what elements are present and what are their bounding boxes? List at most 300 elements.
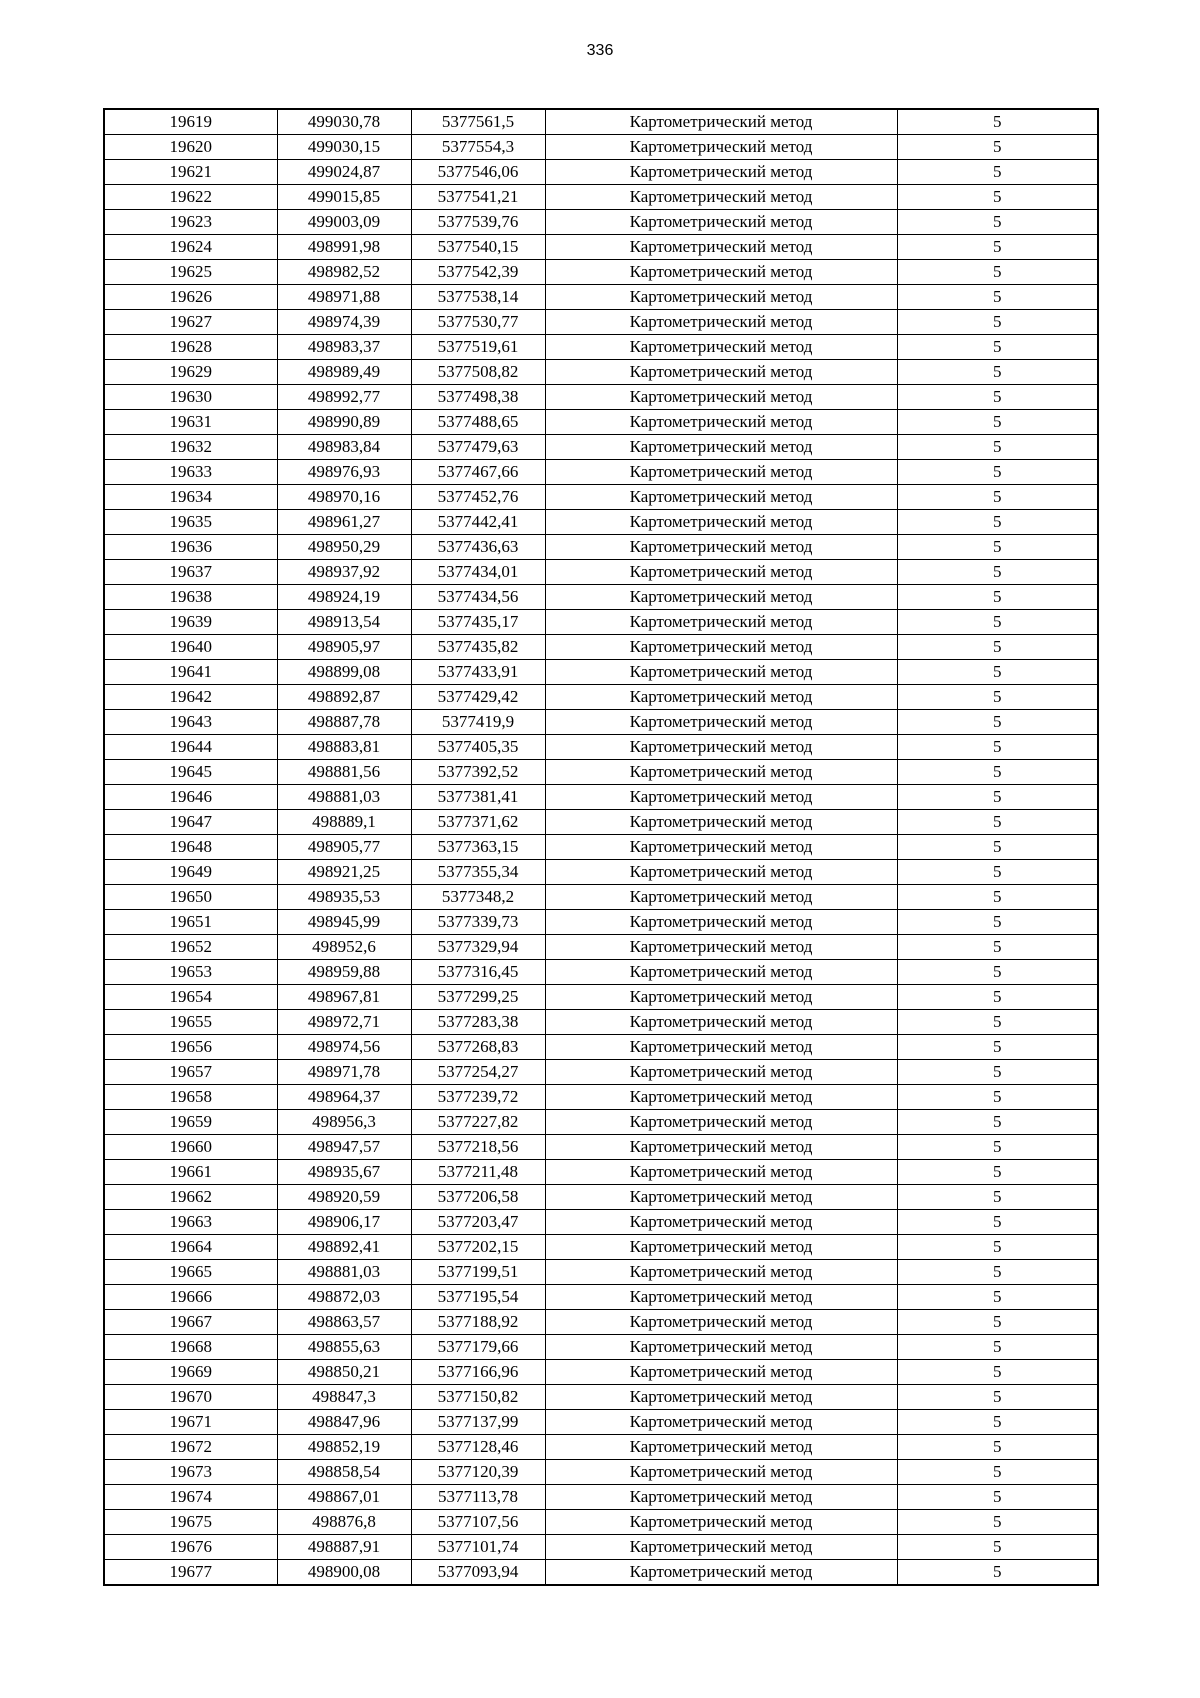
accuracy-cell: 5 [897, 360, 1098, 385]
x-coordinate-cell: 498935,53 [277, 885, 411, 910]
point-number-cell: 19669 [104, 1360, 277, 1385]
point-number-cell: 19677 [104, 1560, 277, 1586]
table-row [104, 1060, 1098, 1085]
table-row [104, 1085, 1098, 1110]
accuracy-cell: 5 [897, 1160, 1098, 1185]
x-coordinate-cell: 498892,87 [277, 685, 411, 710]
y-coordinate-cell: 5377329,94 [411, 935, 545, 960]
y-coordinate-cell: 5377203,47 [411, 1210, 545, 1235]
y-coordinate-cell: 5377434,01 [411, 560, 545, 585]
accuracy-cell: 5 [897, 585, 1098, 610]
x-coordinate-cell: 498989,49 [277, 360, 411, 385]
method-cell: Картометрический метод [545, 410, 897, 435]
method-cell: Картометрический метод [545, 260, 897, 285]
point-number-cell: 19619 [104, 109, 277, 135]
accuracy-cell: 5 [897, 1485, 1098, 1510]
method-cell: Картометрический метод [545, 210, 897, 235]
accuracy-cell: 5 [897, 785, 1098, 810]
table-row [104, 1160, 1098, 1185]
x-coordinate-cell: 498956,3 [277, 1110, 411, 1135]
y-coordinate-cell: 5377268,83 [411, 1035, 545, 1060]
table-row [104, 435, 1098, 460]
accuracy-cell: 5 [897, 385, 1098, 410]
table-row [104, 935, 1098, 960]
y-coordinate-cell: 5377211,48 [411, 1160, 545, 1185]
accuracy-cell: 5 [897, 335, 1098, 360]
accuracy-cell: 5 [897, 510, 1098, 535]
point-number-cell: 19642 [104, 685, 277, 710]
accuracy-cell: 5 [897, 1360, 1098, 1385]
method-cell: Картометрический метод [545, 1060, 897, 1085]
x-coordinate-cell: 498883,81 [277, 735, 411, 760]
accuracy-cell: 5 [897, 710, 1098, 735]
method-cell: Картометрический метод [545, 1235, 897, 1260]
accuracy-cell: 5 [897, 1035, 1098, 1060]
table-row [104, 660, 1098, 685]
point-number-cell: 19622 [104, 185, 277, 210]
accuracy-cell: 5 [897, 1085, 1098, 1110]
x-coordinate-cell: 498983,37 [277, 335, 411, 360]
table-row [104, 610, 1098, 635]
table-row [104, 135, 1098, 160]
accuracy-cell: 5 [897, 960, 1098, 985]
x-coordinate-cell: 498990,89 [277, 410, 411, 435]
y-coordinate-cell: 5377530,77 [411, 310, 545, 335]
y-coordinate-cell: 5377128,46 [411, 1435, 545, 1460]
y-coordinate-cell: 5377542,39 [411, 260, 545, 285]
y-coordinate-cell: 5377381,41 [411, 785, 545, 810]
accuracy-cell: 5 [897, 860, 1098, 885]
method-cell: Картометрический метод [545, 1110, 897, 1135]
point-number-cell: 19668 [104, 1335, 277, 1360]
x-coordinate-cell: 499024,87 [277, 160, 411, 185]
method-cell: Картометрический метод [545, 685, 897, 710]
x-coordinate-cell: 498881,03 [277, 1260, 411, 1285]
point-number-cell: 19631 [104, 410, 277, 435]
method-cell: Картометрический метод [545, 535, 897, 560]
accuracy-cell: 5 [897, 1185, 1098, 1210]
y-coordinate-cell: 5377371,62 [411, 810, 545, 835]
method-cell: Картометрический метод [545, 1335, 897, 1360]
method-cell: Картометрический метод [545, 235, 897, 260]
x-coordinate-cell: 498950,29 [277, 535, 411, 560]
accuracy-cell: 5 [897, 1285, 1098, 1310]
point-number-cell: 19673 [104, 1460, 277, 1485]
y-coordinate-cell: 5377348,2 [411, 885, 545, 910]
point-number-cell: 19640 [104, 635, 277, 660]
method-cell: Картометрический метод [545, 1185, 897, 1210]
table-row [104, 385, 1098, 410]
x-coordinate-cell: 498991,98 [277, 235, 411, 260]
x-coordinate-cell: 498964,37 [277, 1085, 411, 1110]
y-coordinate-cell: 5377239,72 [411, 1085, 545, 1110]
x-coordinate-cell: 498971,78 [277, 1060, 411, 1085]
x-coordinate-cell: 498887,78 [277, 710, 411, 735]
table-row [104, 1460, 1098, 1485]
point-number-cell: 19648 [104, 835, 277, 860]
y-coordinate-cell: 5377107,56 [411, 1510, 545, 1535]
point-number-cell: 19654 [104, 985, 277, 1010]
accuracy-cell: 5 [897, 1435, 1098, 1460]
point-number-cell: 19647 [104, 810, 277, 835]
x-coordinate-cell: 498971,88 [277, 285, 411, 310]
method-cell: Картометрический метод [545, 710, 897, 735]
point-number-cell: 19658 [104, 1085, 277, 1110]
method-cell: Картометрический метод [545, 160, 897, 185]
y-coordinate-cell: 5377561,5 [411, 109, 545, 135]
method-cell: Картометрический метод [545, 135, 897, 160]
accuracy-cell: 5 [897, 735, 1098, 760]
x-coordinate-cell: 498967,81 [277, 985, 411, 1010]
accuracy-cell: 5 [897, 1460, 1098, 1485]
y-coordinate-cell: 5377442,41 [411, 510, 545, 535]
accuracy-cell: 5 [897, 1110, 1098, 1135]
y-coordinate-cell: 5377435,17 [411, 610, 545, 635]
table-row [104, 210, 1098, 235]
y-coordinate-cell: 5377299,25 [411, 985, 545, 1010]
point-number-cell: 19636 [104, 535, 277, 560]
method-cell: Картометрический метод [545, 960, 897, 985]
x-coordinate-cell: 498876,8 [277, 1510, 411, 1535]
y-coordinate-cell: 5377467,66 [411, 460, 545, 485]
y-coordinate-cell: 5377363,15 [411, 835, 545, 860]
table-row [104, 1310, 1098, 1335]
accuracy-cell: 5 [897, 610, 1098, 635]
y-coordinate-cell: 5377436,63 [411, 535, 545, 560]
accuracy-cell: 5 [897, 910, 1098, 935]
point-number-cell: 19671 [104, 1410, 277, 1435]
accuracy-cell: 5 [897, 685, 1098, 710]
y-coordinate-cell: 5377540,15 [411, 235, 545, 260]
x-coordinate-cell: 498905,77 [277, 835, 411, 860]
accuracy-cell: 5 [897, 260, 1098, 285]
point-number-cell: 19620 [104, 135, 277, 160]
x-coordinate-cell: 498945,99 [277, 910, 411, 935]
point-number-cell: 19664 [104, 1235, 277, 1260]
point-number-cell: 19627 [104, 310, 277, 335]
x-coordinate-cell: 498992,77 [277, 385, 411, 410]
method-cell: Картометрический метод [545, 1560, 897, 1586]
point-number-cell: 19650 [104, 885, 277, 910]
accuracy-cell: 5 [897, 160, 1098, 185]
point-number-cell: 19675 [104, 1510, 277, 1535]
y-coordinate-cell: 5377150,82 [411, 1385, 545, 1410]
x-coordinate-cell: 498858,54 [277, 1460, 411, 1485]
y-coordinate-cell: 5377433,91 [411, 660, 545, 685]
method-cell: Картометрический метод [545, 910, 897, 935]
x-coordinate-cell: 498889,1 [277, 810, 411, 835]
table-row [104, 910, 1098, 935]
method-cell: Картометрический метод [545, 1210, 897, 1235]
method-cell: Картометрический метод [545, 1535, 897, 1560]
point-number-cell: 19665 [104, 1260, 277, 1285]
table-row [104, 1410, 1098, 1435]
y-coordinate-cell: 5377538,14 [411, 285, 545, 310]
table-row [104, 1510, 1098, 1535]
point-number-cell: 19632 [104, 435, 277, 460]
accuracy-cell: 5 [897, 560, 1098, 585]
y-coordinate-cell: 5377434,56 [411, 585, 545, 610]
accuracy-cell: 5 [897, 1510, 1098, 1535]
x-coordinate-cell: 499003,09 [277, 210, 411, 235]
y-coordinate-cell: 5377218,56 [411, 1135, 545, 1160]
point-number-cell: 19630 [104, 385, 277, 410]
accuracy-cell: 5 [897, 635, 1098, 660]
method-cell: Картометрический метод [545, 585, 897, 610]
table-row [104, 1435, 1098, 1460]
x-coordinate-cell: 499030,78 [277, 109, 411, 135]
y-coordinate-cell: 5377355,34 [411, 860, 545, 885]
accuracy-cell: 5 [897, 285, 1098, 310]
table-row [104, 735, 1098, 760]
method-cell: Картометрический метод [545, 985, 897, 1010]
method-cell: Картометрический метод [545, 1310, 897, 1335]
point-number-cell: 19672 [104, 1435, 277, 1460]
accuracy-cell: 5 [897, 1135, 1098, 1160]
point-number-cell: 19641 [104, 660, 277, 685]
method-cell: Картометрический метод [545, 385, 897, 410]
y-coordinate-cell: 5377101,74 [411, 1535, 545, 1560]
accuracy-cell: 5 [897, 310, 1098, 335]
y-coordinate-cell: 5377419,9 [411, 710, 545, 735]
table-row [104, 710, 1098, 735]
accuracy-cell: 5 [897, 535, 1098, 560]
x-coordinate-cell: 498920,59 [277, 1185, 411, 1210]
table-row [104, 185, 1098, 210]
table-row [104, 685, 1098, 710]
accuracy-cell: 5 [897, 1010, 1098, 1035]
accuracy-cell: 5 [897, 935, 1098, 960]
method-cell: Картометрический метод [545, 810, 897, 835]
method-cell: Картометрический метод [545, 1510, 897, 1535]
method-cell: Картометрический метод [545, 1385, 897, 1410]
x-coordinate-cell: 498881,56 [277, 760, 411, 785]
y-coordinate-cell: 5377452,76 [411, 485, 545, 510]
point-number-cell: 19635 [104, 510, 277, 535]
method-cell: Картометрический метод [545, 1085, 897, 1110]
x-coordinate-cell: 498855,63 [277, 1335, 411, 1360]
method-cell: Картометрический метод [545, 1285, 897, 1310]
table-row [104, 1010, 1098, 1035]
method-cell: Картометрический метод [545, 1160, 897, 1185]
x-coordinate-cell: 498847,3 [277, 1385, 411, 1410]
method-cell: Картометрический метод [545, 310, 897, 335]
table-row [104, 1560, 1098, 1586]
accuracy-cell: 5 [897, 109, 1098, 135]
table-row [104, 1285, 1098, 1310]
point-number-cell: 19634 [104, 485, 277, 510]
point-number-cell: 19661 [104, 1160, 277, 1185]
point-number-cell: 19674 [104, 1485, 277, 1510]
y-coordinate-cell: 5377179,66 [411, 1335, 545, 1360]
accuracy-cell: 5 [897, 410, 1098, 435]
point-number-cell: 19663 [104, 1210, 277, 1235]
x-coordinate-cell: 498900,08 [277, 1560, 411, 1586]
accuracy-cell: 5 [897, 985, 1098, 1010]
x-coordinate-cell: 498872,03 [277, 1285, 411, 1310]
method-cell: Картометрический метод [545, 485, 897, 510]
accuracy-cell: 5 [897, 835, 1098, 860]
table-row [104, 810, 1098, 835]
method-cell: Картометрический метод [545, 360, 897, 385]
point-number-cell: 19667 [104, 1310, 277, 1335]
accuracy-cell: 5 [897, 1410, 1098, 1435]
accuracy-cell: 5 [897, 1560, 1098, 1586]
point-number-cell: 19656 [104, 1035, 277, 1060]
x-coordinate-cell: 498972,71 [277, 1010, 411, 1035]
y-coordinate-cell: 5377541,21 [411, 185, 545, 210]
table-row [104, 860, 1098, 885]
x-coordinate-cell: 498974,56 [277, 1035, 411, 1060]
method-cell: Картометрический метод [545, 1435, 897, 1460]
x-coordinate-cell: 498921,25 [277, 860, 411, 885]
table-row [104, 585, 1098, 610]
table-row [104, 1035, 1098, 1060]
x-coordinate-cell: 498867,01 [277, 1485, 411, 1510]
method-cell: Картометрический метод [545, 860, 897, 885]
method-cell: Картометрический метод [545, 335, 897, 360]
x-coordinate-cell: 498887,91 [277, 1535, 411, 1560]
point-number-cell: 19676 [104, 1535, 277, 1560]
table-row [104, 1385, 1098, 1410]
page-number: 336 [586, 42, 614, 59]
accuracy-cell: 5 [897, 485, 1098, 510]
method-cell: Картометрический метод [545, 560, 897, 585]
table-row [104, 1110, 1098, 1135]
accuracy-cell: 5 [897, 1310, 1098, 1335]
y-coordinate-cell: 5377137,99 [411, 1410, 545, 1435]
method-cell: Картометрический метод [545, 785, 897, 810]
x-coordinate-cell: 499015,85 [277, 185, 411, 210]
table-row [104, 460, 1098, 485]
table-row [104, 1135, 1098, 1160]
y-coordinate-cell: 5377546,06 [411, 160, 545, 185]
x-coordinate-cell: 498905,97 [277, 635, 411, 660]
point-number-cell: 19649 [104, 860, 277, 885]
table-row [104, 1235, 1098, 1260]
y-coordinate-cell: 5377093,94 [411, 1560, 545, 1586]
x-coordinate-cell: 498982,52 [277, 260, 411, 285]
table-row [104, 1260, 1098, 1285]
table-row [104, 560, 1098, 585]
table-row [104, 785, 1098, 810]
table-row [104, 635, 1098, 660]
point-number-cell: 19623 [104, 210, 277, 235]
y-coordinate-cell: 5377339,73 [411, 910, 545, 935]
accuracy-cell: 5 [897, 235, 1098, 260]
x-coordinate-cell: 498970,16 [277, 485, 411, 510]
method-cell: Картометрический метод [545, 735, 897, 760]
y-coordinate-cell: 5377488,65 [411, 410, 545, 435]
x-coordinate-cell: 498976,93 [277, 460, 411, 485]
accuracy-cell: 5 [897, 1210, 1098, 1235]
y-coordinate-cell: 5377405,35 [411, 735, 545, 760]
method-cell: Картометрический метод [545, 460, 897, 485]
x-coordinate-cell: 498892,41 [277, 1235, 411, 1260]
y-coordinate-cell: 5377113,78 [411, 1485, 545, 1510]
x-coordinate-cell: 498906,17 [277, 1210, 411, 1235]
coordinates-table-body [104, 109, 1098, 1585]
y-coordinate-cell: 5377227,82 [411, 1110, 545, 1135]
point-number-cell: 19646 [104, 785, 277, 810]
y-coordinate-cell: 5377120,39 [411, 1460, 545, 1485]
method-cell: Картометрический метод [545, 1485, 897, 1510]
table-row [104, 1335, 1098, 1360]
point-number-cell: 19652 [104, 935, 277, 960]
x-coordinate-cell: 498959,88 [277, 960, 411, 985]
point-number-cell: 19655 [104, 1010, 277, 1035]
y-coordinate-cell: 5377554,3 [411, 135, 545, 160]
x-coordinate-cell: 498924,19 [277, 585, 411, 610]
x-coordinate-cell: 498850,21 [277, 1360, 411, 1385]
point-number-cell: 19653 [104, 960, 277, 985]
point-number-cell: 19644 [104, 735, 277, 760]
method-cell: Картометрический метод [545, 660, 897, 685]
table-row [104, 235, 1098, 260]
point-number-cell: 19638 [104, 585, 277, 610]
accuracy-cell: 5 [897, 210, 1098, 235]
table-row [104, 1535, 1098, 1560]
point-number-cell: 19625 [104, 260, 277, 285]
point-number-cell: 19633 [104, 460, 277, 485]
point-number-cell: 19666 [104, 1285, 277, 1310]
point-number-cell: 19657 [104, 1060, 277, 1085]
y-coordinate-cell: 5377392,52 [411, 760, 545, 785]
x-coordinate-cell: 498863,57 [277, 1310, 411, 1335]
y-coordinate-cell: 5377519,61 [411, 335, 545, 360]
table-row [104, 109, 1098, 135]
y-coordinate-cell: 5377206,58 [411, 1185, 545, 1210]
accuracy-cell: 5 [897, 460, 1098, 485]
x-coordinate-cell: 498947,57 [277, 1135, 411, 1160]
table-row [104, 335, 1098, 360]
point-number-cell: 19621 [104, 160, 277, 185]
accuracy-cell: 5 [897, 1060, 1098, 1085]
table-row [104, 510, 1098, 535]
y-coordinate-cell: 5377479,63 [411, 435, 545, 460]
point-number-cell: 19670 [104, 1385, 277, 1410]
x-coordinate-cell: 498952,6 [277, 935, 411, 960]
table-row [104, 985, 1098, 1010]
accuracy-cell: 5 [897, 1235, 1098, 1260]
accuracy-cell: 5 [897, 435, 1098, 460]
x-coordinate-cell: 498961,27 [277, 510, 411, 535]
point-number-cell: 19659 [104, 1110, 277, 1135]
x-coordinate-cell: 499030,15 [277, 135, 411, 160]
method-cell: Картометрический метод [545, 635, 897, 660]
point-number-cell: 19639 [104, 610, 277, 635]
point-number-cell: 19637 [104, 560, 277, 585]
point-number-cell: 19629 [104, 360, 277, 385]
y-coordinate-cell: 5377202,15 [411, 1235, 545, 1260]
y-coordinate-cell: 5377195,54 [411, 1285, 545, 1310]
point-number-cell: 19628 [104, 335, 277, 360]
accuracy-cell: 5 [897, 1335, 1098, 1360]
table-row [104, 1210, 1098, 1235]
point-number-cell: 19624 [104, 235, 277, 260]
x-coordinate-cell: 498937,92 [277, 560, 411, 585]
table-row [104, 360, 1098, 385]
x-coordinate-cell: 498974,39 [277, 310, 411, 335]
method-cell: Картометрический метод [545, 435, 897, 460]
table-row [104, 260, 1098, 285]
y-coordinate-cell: 5377539,76 [411, 210, 545, 235]
method-cell: Картометрический метод [545, 1460, 897, 1485]
accuracy-cell: 5 [897, 1535, 1098, 1560]
table-row [104, 1360, 1098, 1385]
accuracy-cell: 5 [897, 760, 1098, 785]
y-coordinate-cell: 5377508,82 [411, 360, 545, 385]
